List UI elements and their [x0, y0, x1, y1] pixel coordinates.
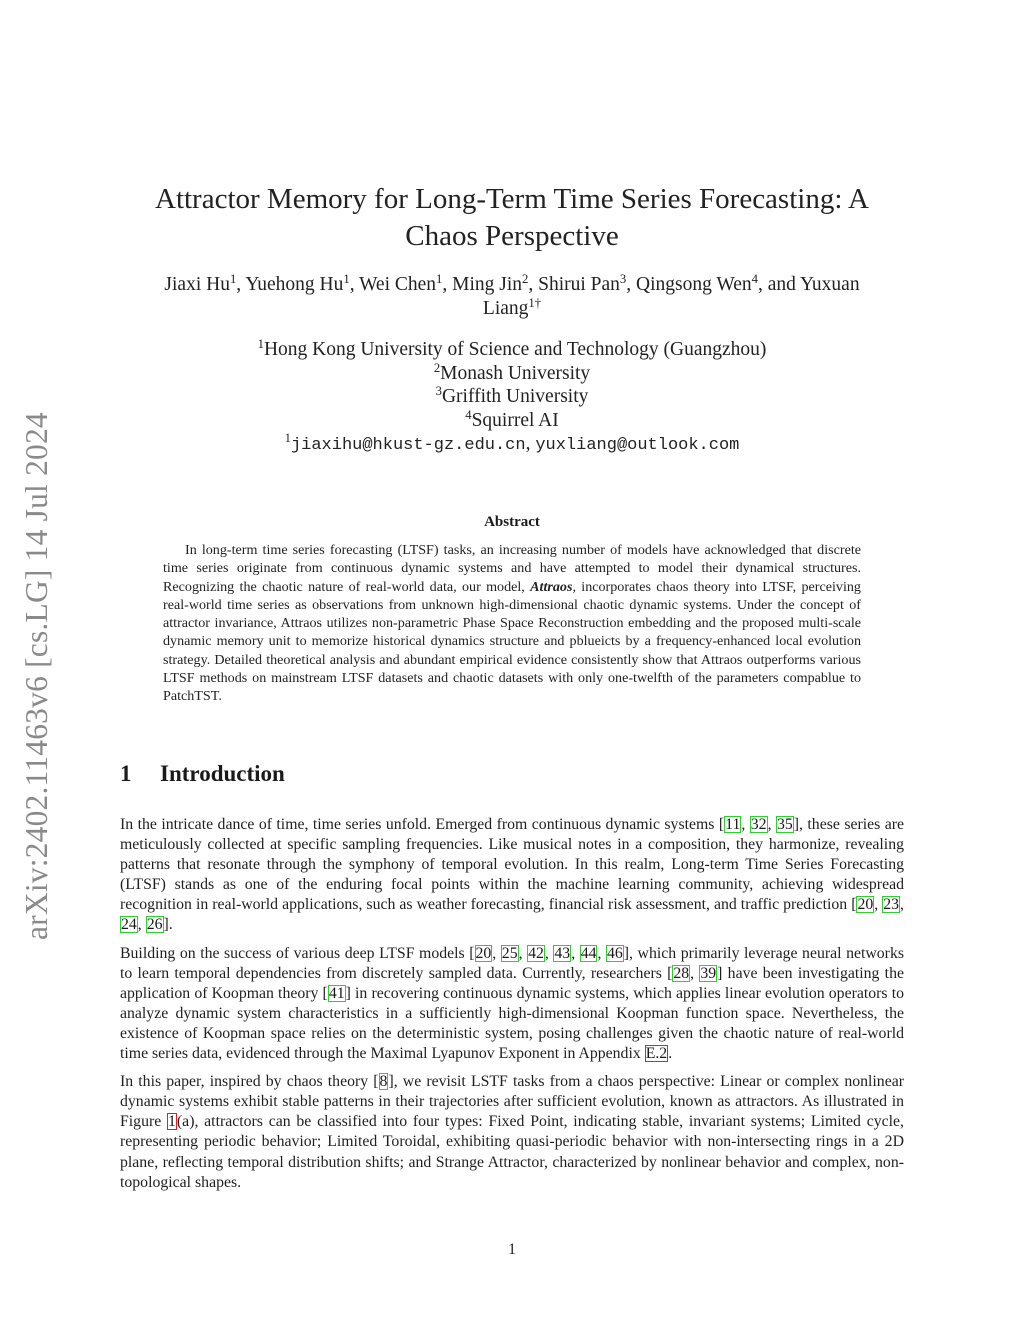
paragraph-text: ] in recovering continuous dynamic systems, which applies linear evolution operators to analyze dynamic system characteristics in a sufficiently high-dimensional Koopman function space. Nevertheless, the existence of Koopman space relies on the deterministic system, posing challenges given the chaotic nature of real-world time series data, evidenced through the Maximal Lyapunov Exponent in Appendix: [120, 984, 904, 1063]
affiliation-4: [120, 409, 904, 433]
paragraph-text: ].: [163, 916, 173, 934]
affiliation-mark: 1: [257, 337, 264, 352]
paragraph-text: In the intricate dance of time, time series unfold. Emerged from continuous dynamic systems [: [120, 816, 725, 833]
citation-link[interactable]: 20: [857, 896, 874, 914]
affiliation-text: Squirrel AI: [471, 409, 559, 431]
affiliation-3: [120, 385, 904, 409]
citation-link[interactable]: 46: [606, 944, 623, 962]
paragraph-text: ] have been investigating the application of Koopman theory [: [120, 964, 904, 1002]
paragraph: [120, 815, 904, 936]
section-heading-introduction: [120, 761, 285, 787]
cross-reference-link[interactable]: E.2: [645, 1045, 668, 1063]
citation-link[interactable]: 44: [580, 944, 597, 962]
citation-link[interactable]: 11: [725, 816, 741, 833]
affiliation-text: Griffith University: [441, 386, 589, 407]
citation-link[interactable]: 28: [673, 964, 690, 982]
paragraph-text: ,: [767, 816, 776, 833]
author-separator: ,: [349, 274, 360, 295]
author-affiliation-mark: 1: [436, 272, 443, 287]
paragraph-text: ,: [544, 944, 554, 962]
paper-title: [120, 181, 904, 255]
affiliation-mark: 2: [433, 360, 441, 375]
citation-link[interactable]: 35: [776, 816, 793, 833]
author-separator: ,: [626, 274, 636, 295]
author-line-1: [120, 273, 904, 297]
abstract-heading: Abstract: [484, 514, 540, 530]
paragraph-text: (a), attractors can be classified into four types: Fixed Point, indicating stable, invariant systems; Limited cycle, representing periodic behavior; Limited Toroidal, exhibiting quasi-periodic behavior with non-intersecting rings in a 2D plane, reflecting temporal distribution shifts; and Strange Attractor, characterized by nonlinear behavior and complex, non-topological shapes.: [120, 1113, 904, 1191]
citation-link[interactable]: 24: [121, 916, 137, 934]
email-line: [120, 432, 904, 458]
author-name: Yuxuan: [800, 274, 860, 295]
paragraph: [120, 944, 904, 1065]
paragraph-text: ,: [741, 816, 750, 833]
affiliation-list: [120, 338, 904, 458]
affiliation-text: Hong Kong University of Science and Technology (Guangzhou): [263, 339, 767, 360]
paragraph-text: ], we revisit LSTF tasks from a chaos perspective: Linear or complex nonlinear dynamic systems exhibit stable patterns in their trajectories after sufficient evolution, known as attractors. As illustrated in Figure: [120, 1073, 904, 1131]
author-name: Shirui Pan: [538, 274, 620, 295]
author-separator: , and: [757, 274, 800, 295]
email-mark: 1: [284, 431, 291, 446]
paragraph-text: ,: [137, 916, 146, 934]
paragraph-text: ], which primarily leverage neural networks to learn temporal dependencies from discretely sampled data. Currently, researchers [: [120, 944, 904, 982]
paragraph-text: ,: [518, 944, 528, 962]
author-line-2: [120, 297, 904, 321]
title-line-1: Attractor Memory for Long-Term Time Series Forecasting: A: [155, 183, 869, 215]
citation-link[interactable]: 26: [146, 916, 163, 934]
affiliation-mark: 3: [435, 384, 442, 399]
author-name: Ming Jin: [452, 274, 523, 295]
paragraph: [120, 1072, 904, 1193]
title-line-2: Chaos Perspective: [405, 220, 619, 252]
author-name: Qingsong Wen: [635, 274, 752, 295]
citation-link[interactable]: 20: [475, 944, 492, 962]
section-number: 1: [120, 761, 132, 786]
paragraph-text: ,: [597, 944, 606, 962]
model-name: Attraos: [530, 578, 573, 595]
email-link-1[interactable]: jiaxihu@hkust-gz.edu.cn: [290, 436, 526, 455]
page-number: 1: [508, 1241, 516, 1258]
introduction-body: [120, 815, 904, 1201]
paragraph-text: .: [668, 1045, 673, 1063]
paragraph-text: Building on the success of various deep LTSF models [: [120, 944, 475, 962]
section-title: Introduction: [160, 761, 285, 786]
arxiv-identifier-stamp: arXiv:2402.11463v6 [cs.LG] 14 Jul 2024: [19, 412, 54, 940]
citation-link[interactable]: 42: [528, 944, 544, 962]
cross-reference-link[interactable]: 1: [168, 1113, 176, 1131]
author-separator: ,: [442, 274, 453, 295]
abstract-text-start: In long-term time series forecasting (LTSF) tasks, an increasing number of models have acknowledged that discrete time series originate from continuous dynamic systems and have attempted to model their dynamical structures. Recognizing the chaotic nature of real-world data, our model,: [163, 542, 861, 595]
paragraph-text: ,: [874, 896, 883, 914]
affiliation-2: [120, 362, 904, 386]
email-link-2[interactable]: yuxliang@outlook.com: [535, 436, 740, 455]
citation-link[interactable]: 25: [501, 944, 518, 962]
affiliation-mark: 4: [465, 407, 472, 422]
citation-link[interactable]: 8: [379, 1073, 388, 1091]
author-affiliation-mark: 4: [751, 272, 758, 287]
abstract-body: [163, 541, 861, 706]
citation-link[interactable]: 23: [883, 896, 900, 914]
author-affiliation-mark: 1: [343, 272, 350, 287]
paragraph-text: ,: [571, 944, 580, 962]
citation-link[interactable]: 41: [328, 984, 345, 1002]
paragraph-text: ,: [690, 964, 700, 982]
paragraph-text: In this paper, inspired by chaos theory [: [120, 1073, 379, 1091]
author-separator: ,: [528, 274, 539, 295]
citation-link[interactable]: 43: [554, 944, 571, 962]
author-name: Yuehong Hu: [245, 274, 344, 295]
affiliation-1: [120, 338, 904, 362]
email-separator: ,: [525, 433, 536, 454]
paragraph-text: ,: [900, 896, 904, 914]
author-name: Wei Chen: [359, 274, 437, 295]
author-affiliation-mark: 1†: [528, 296, 542, 311]
citation-link[interactable]: 32: [750, 816, 767, 833]
citation-link[interactable]: 39: [700, 964, 717, 982]
abstract-text-end: , incorporates chaos theory into LTSF, perceiving real-world time series as observations from unknown high-dimensional chaotic dynamic systems. Under the concept of attractor invariance, Attraos utilizes non-parametric Phase Space Reconstruction embedding and the proposed multi-scale dynamic memory unit to memorize historical dynamics structure and pblueicts by a frequency-enhanced local evolution strategy. Detailed theoretical analysis and abundant empirical evidence consistently show that Attraos outperforms various LTSF methods on mainstream LTSF datasets and chaotic datasets with only one-twelfth of the parameters compablue to PatchTST.: [163, 578, 861, 705]
author-list: [120, 273, 904, 321]
author-affiliation-mark: 3: [619, 272, 627, 287]
author-name: Jiaxi Hu: [164, 274, 230, 295]
author-separator: ,: [236, 274, 246, 295]
author-affiliation-mark: 1: [229, 272, 237, 287]
author-affiliation-mark: 2: [522, 272, 529, 287]
paragraph-text: ,: [492, 944, 501, 962]
affiliation-text: Monash University: [440, 362, 591, 384]
author-name: Liang: [482, 298, 529, 319]
paragraph-text: ], these series are meticulously collected at specific sampling frequencies. Like musical notes in a composition, they harmonize, revealing patterns that resonate through the symphony of temporal evolution. In this realm, Long-term Time Series Forecasting (LTSF) stands as one of the enduring focal points within the machine learning community, achieving widespread recognition in real-world applications, such as weather forecasting, financial risk assessment, and traffic prediction [: [120, 816, 905, 914]
